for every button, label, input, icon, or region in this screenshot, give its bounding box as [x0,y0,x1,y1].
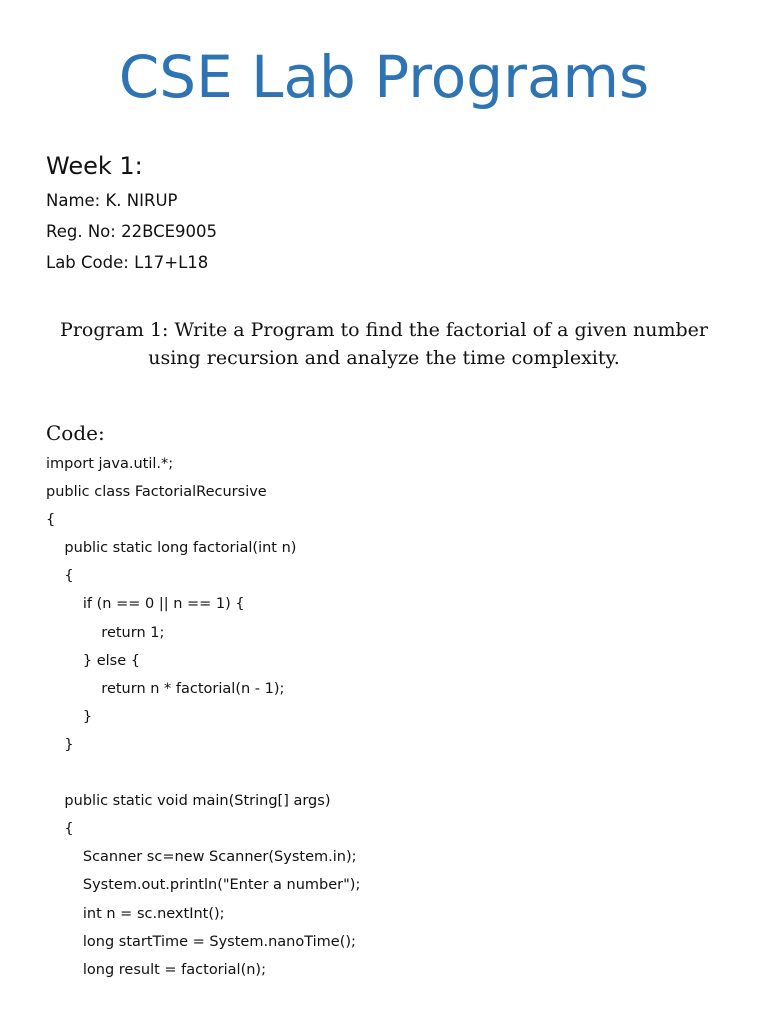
lab-code: Lab Code: L17+L18 [46,253,209,272]
code-line: System.out.println("Enter a number"); [46,877,361,894]
code-line: { [46,568,74,585]
program-description-line-1: Program 1: Write a Program to find the factorial of a given number [60,319,708,341]
code-line: { [46,512,56,529]
code-line: if (n == 0 || n == 1) { [46,596,245,613]
program-description [40,316,728,372]
code-line: } [46,708,93,725]
code-line: int n = sc.nextInt(); [46,905,225,922]
code-line: } [46,736,74,753]
code-line: Scanner sc=new Scanner(System.in); [46,849,357,866]
code-line: import java.util.*; [46,456,174,472]
code-line: return 1; [46,624,165,641]
code-line: return n * factorial(n - 1); [46,680,285,697]
page-title: CSE Lab Programs [118,43,650,111]
code-line: long startTime = System.nanoTime(); [46,933,356,950]
week-heading: Week 1: [46,152,143,180]
code-line: { [46,821,74,838]
code-heading: Code: [46,421,105,445]
code-line [46,759,360,787]
program-description-line-2: using recursion and analyze the time complexity. [148,347,620,369]
registration-number: Reg. No: 22BCE9005 [46,222,218,241]
code-line: public static void main(String[] args) [46,793,331,810]
code-block [46,450,360,984]
code-line: public static long factorial(int n) [46,540,297,557]
code-line: public class FactorialRecursive [46,484,267,501]
student-name: Name: K. NIRUP [46,191,178,210]
code-line: long result = factorial(n); [46,961,266,978]
code-line: } else { [46,652,140,669]
